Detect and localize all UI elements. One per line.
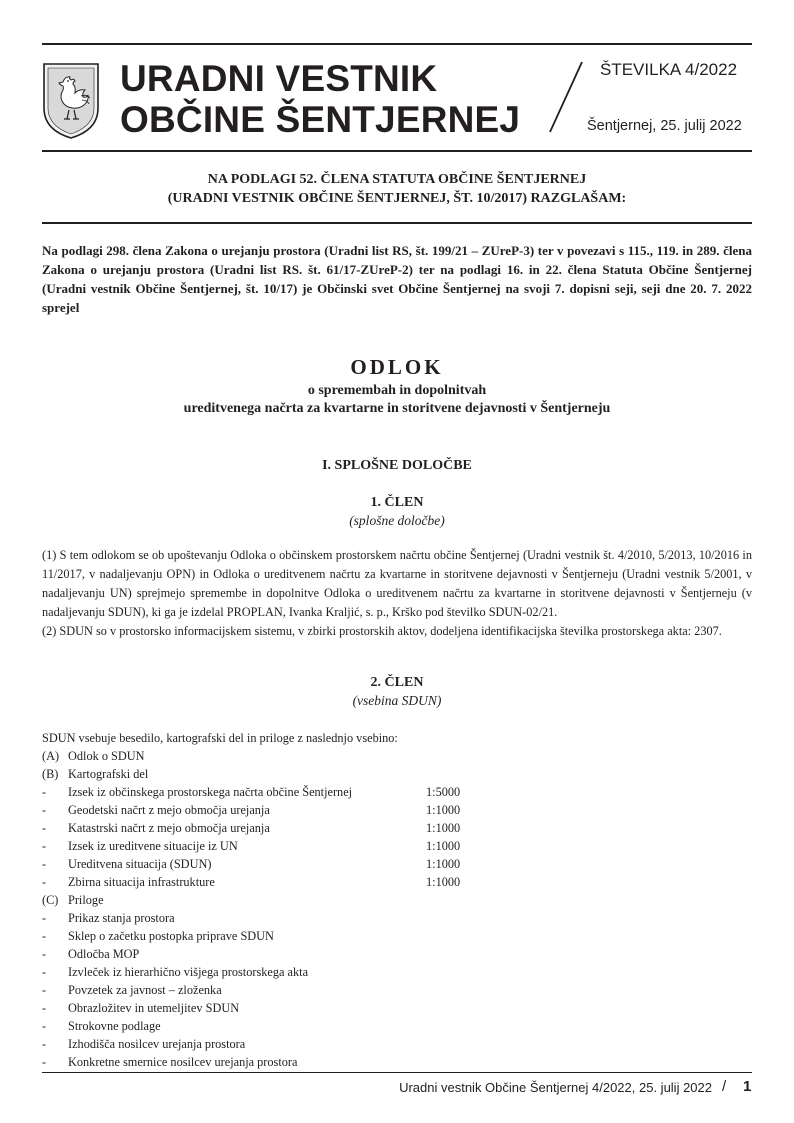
header-divider-slash: [542, 60, 592, 135]
list-item: [42, 837, 752, 855]
preamble: Na podlagi 298. člena Zakona o urejanju prostora (Uradni list RS, št. 199/21 – ZUreP-3) ter v povezavi s 115., 119. in 289. člena Zakona o urejanju prostora (Uradni list RS. št. 61/17-ZUreP-2) ter na podlagi 16. in 22. člena Statuta Občine Šentjernej (Uradni vestnik Občine Šentjernej, št. 10/17) je Občinski svet Občine Šentjernej na svoji 7. dopisni seji, seji dne 20. 7. 2022 sprejel: [42, 243, 752, 315]
list-item-scale: 1:1000: [426, 821, 461, 835]
bottom-rule: [42, 1072, 752, 1073]
article1-paragraph1: (1) S tem odlokom se ob upoštevanju Odloka o občinskem prostorskem načrtu občine Šentjernej (Uradni vestnik št. 4/2010, 5/2013, 10/2016 in 11/2017, v nadaljevanju OPN) in Odloka o ureditvenem načrtu za kvartarne in storitvene dejavnosti v Šentjerneju (Uradni vestnik 5/2001, v nadaljevanju UN) sprejmejo spremembe in dopolnitve Odloka o ureditvenem načrtu za kvartarne in storitvene dejavnosti v Šentjerneju (v nadaljevanju SDUN), ki ga je izdelal PROPLAN, Ivanka Kraljić, s. p., Krško pod številko SDUN-02/21.: [42, 548, 752, 619]
list-item-marker: -: [42, 857, 47, 871]
list-item-text: Povzetek za javnost – zloženka: [68, 983, 222, 997]
list-item-text: Sklep o začetku postopka priprave SDUN: [68, 929, 274, 943]
article1-title: 1. ČLEN: [370, 495, 424, 510]
list-item-text: Kartografski del: [68, 767, 149, 781]
list-item-marker: -: [42, 947, 47, 961]
list-item-marker: -: [42, 785, 47, 799]
list-item-scale: 1:1000: [426, 803, 461, 817]
list-item-marker: -: [42, 839, 47, 853]
list-item-scale: 1:1000: [426, 839, 461, 853]
list-item: [42, 909, 752, 927]
list-item: [42, 819, 752, 837]
list-item-marker: (B): [42, 767, 59, 781]
list-item: [42, 927, 752, 945]
top-rule: [42, 43, 752, 45]
footer-separator: /: [722, 1078, 727, 1095]
list-item-marker: -: [42, 821, 47, 835]
list-item: [42, 999, 752, 1017]
list-item: [42, 1053, 752, 1071]
list-item-marker: -: [42, 929, 47, 943]
document-subtitle-line2: ureditvenega načrta za kvartarne in storitvene dejavnosti v Šentjerneju: [183, 401, 611, 416]
list-item-marker: -: [42, 803, 47, 817]
list-item: [42, 963, 752, 981]
list-item: [42, 891, 752, 909]
list-item-scale: 1:1000: [426, 857, 461, 871]
list-item-marker: (A): [42, 749, 60, 763]
list-item-text: Obrazložitev in utemeljitev SDUN: [68, 1001, 240, 1015]
list-item-text: Izsek iz občinskega prostorskega načrta občine Šentjernej: [68, 785, 353, 799]
list-item-text: Katastrski načrt z mejo območja urejanja: [68, 821, 270, 835]
chapter-title: I. SPLOŠNE DOLOČBE: [322, 458, 472, 473]
proclamation-line1: NA PODLAGI 52. ČLENA STATUTA OBČINE ŠENTJERNEJ: [207, 172, 587, 187]
list-item: [42, 981, 752, 999]
footer-citation: Uradni vestnik Občine Šentjernej 4/2022, 25. julij 2022: [399, 1080, 712, 1095]
article1-paragraph2: (2) SDUN so v prostorsko informacijskem sistemu, v zbirki prostorskih aktov, dodeljena identifikacijska številka prostorskega akta: 2307.: [42, 624, 722, 638]
header-rule: [42, 150, 752, 152]
list-item-text: Izvleček iz hierarhično višjega prostorskega akta: [68, 965, 309, 979]
list-item-scale: 1:5000: [426, 785, 461, 799]
list-item-text: Strokovne podlage: [68, 1019, 161, 1033]
list-item: [42, 855, 752, 873]
issue-date: Šentjernej, 25. julij 2022: [587, 118, 742, 134]
document-subtitle: [42, 382, 752, 418]
article2-title: 2. ČLEN: [370, 675, 424, 690]
issue-number: ŠTEVILKA 4/2022: [600, 60, 738, 79]
list-item-text: Odločba MOP: [68, 947, 140, 961]
list-item: [42, 801, 752, 819]
list-item-marker: -: [42, 1037, 47, 1051]
list-item-marker: -: [42, 983, 47, 997]
contents-list: [42, 747, 752, 1071]
article2-contents: [42, 729, 752, 1071]
list-item-text: Izsek iz ureditvene situacije iz UN: [68, 839, 238, 853]
document-subtitle-line1: o spremembah in dopolnitvah: [307, 383, 487, 398]
list-item-marker: (C): [42, 893, 59, 907]
publication-title-line2: OBČINE ŠENTJERNEJ: [120, 99, 521, 140]
list-item-text: Zbirna situacija infrastrukture: [68, 875, 215, 889]
list-item-text: Ureditvena situacija (SDUN): [68, 857, 212, 871]
article2-subtitle: (vsebina SDUN): [352, 693, 442, 708]
list-item-marker: -: [42, 965, 47, 979]
list-item-text: Priloge: [68, 893, 104, 907]
publication-title-line1: URADNI VESTNIK: [120, 58, 438, 99]
contents-intro: SDUN vsebuje besedilo, kartografski del in priloge z naslednjo vsebino:: [42, 731, 398, 745]
proclamation-line2: (URADNI VESTNIK OBČINE ŠENTJERNEJ, ŠT. 10/2017) RAZGLAŠAM:: [167, 191, 627, 206]
list-item-text: Odlok o SDUN: [68, 749, 145, 763]
proclamation: [42, 170, 752, 208]
list-item-marker: -: [42, 875, 47, 889]
list-item-scale: 1:1000: [426, 875, 461, 889]
list-item-marker: -: [42, 1055, 47, 1069]
list-item: [42, 873, 752, 891]
page-number: 1: [743, 1078, 752, 1095]
list-item-marker: -: [42, 911, 47, 925]
list-item-text: Geodetski načrt z mejo območja urejanja: [68, 803, 270, 817]
proclamation-rule: [42, 222, 752, 224]
list-item-text: Konkretne smernice nosilcev urejanja prostora: [68, 1055, 298, 1069]
list-item-marker: -: [42, 1001, 47, 1015]
list-item-text: Prikaz stanja prostora: [68, 911, 175, 925]
rooster-coat-of-arms-icon: [41, 60, 101, 140]
list-item: [42, 765, 752, 783]
list-item-marker: -: [42, 1019, 47, 1033]
list-item: [42, 1035, 752, 1053]
list-item: [42, 747, 752, 765]
list-item-text: Izhodišča nosilcev urejanja prostora: [68, 1037, 246, 1051]
list-item: [42, 1017, 752, 1035]
list-item: [42, 945, 752, 963]
list-item: [42, 783, 752, 801]
article1-subtitle: (splošne določbe): [349, 513, 445, 528]
document-title: ODLOK: [350, 355, 444, 379]
